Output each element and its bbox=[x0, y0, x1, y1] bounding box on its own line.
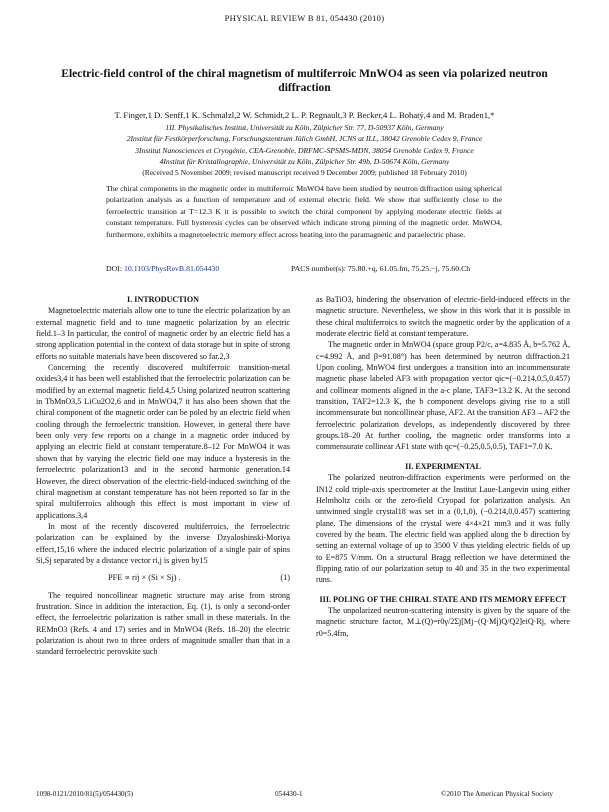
paragraph: The unpolarized neutron-scattering intensity is given by the square of the magnetic structure factor, M⊥(Q)=r0γ/2Σj[Mj−(Q·Mj)Q/Q2]eiQ·Rj, where r0=5.4fm, bbox=[316, 605, 570, 638]
affiliation-4: 4Institut für Kristallographie, Universität zu Köln, Zülpicher Str. 49b, D-50674 Köln, Germany bbox=[159, 156, 450, 166]
section-heading-poling: III. POLING OF THE CHIRAL STATE AND ITS MEMORY EFFECT bbox=[319, 594, 567, 604]
doi-link[interactable]: 10.1103/PhysRevB.81.054430 bbox=[123, 264, 220, 273]
doi-label: DOI: bbox=[106, 264, 123, 273]
affiliation-1: 1II. Physikalisches Institut, Universität zu Köln, Zülpicher Str. 77, D-50937 Köln, Germany bbox=[165, 123, 444, 132]
footer-page-number: 054430-1 bbox=[275, 790, 303, 798]
paragraph: as BaTiO3, hindering the observation of electric-field-induced effects in the magnetic structure. Nevertheless, we show in this work that it is possible in these chiral multiferroics to switch the magnetic order by the application of a moderate electric field at constant temperature. bbox=[316, 295, 570, 339]
pacs-numbers: PACS number(s): 75.80.+q, 61.05.fm, 75.25.−j, 75.60.Ch bbox=[291, 264, 471, 273]
footer-issn: 1098-0121/2010/81(5)/054430(5) bbox=[36, 790, 134, 798]
affiliation-2: 2Institut für Festkörperforschung, Forschungszentrum Jülich GmbH, JCNS at ILL, 38042 Grenoble Cedex 9, France bbox=[126, 134, 483, 144]
right-column bbox=[316, 294, 570, 639]
affiliation-3: 3Institut Nanosciences et Cryogénie, CEA-Grenoble, DRFMC-SPSMS-MDN, 38054 Grenoble Cedex 9, France bbox=[135, 145, 474, 155]
doi-line bbox=[106, 264, 502, 273]
paper-title: Electric-field control of the chiral magnetism of multiferroic MnWO4 as seen via polarized neutron diffraction bbox=[61, 68, 548, 94]
equation-number: (1) bbox=[280, 573, 290, 583]
paragraph: Magnetoelectric materials allow one to tune the electric polarization by an external magnetic field and to tune magnetic polarization by an electric field.1–3 In particular, the control of magnetic order by an electric field has a strong application potential in the context of data storage but in spite of strong efforts no suitable materials have been discovered so far.2,3 bbox=[36, 306, 290, 361]
paragraph: In most of the recently discovered multiferroics, the ferroelectric polarization can be explained by the inverse Dzyaloshinski-Moriya effect,15,16 where the induced electric polarization of a single pair of spins Si,Sj separated by a distance vector ri,j is given by15 bbox=[36, 521, 290, 565]
section-heading-introduction: I. INTRODUCTION bbox=[127, 295, 199, 304]
equation-body: PFE ∝ rij × (Si × Sj) . bbox=[108, 573, 181, 583]
received-dates: (Received 5 November 2009; revised manuscript received 9 December 2009; published 18 February 2010) bbox=[142, 168, 467, 178]
abstract: The chiral components in the magnetic order in multiferroic MnWO4 have been studied by neutron diffraction using spherical polarization analysis as a function of temperature and of external electric field. We show that sufficiently close to the ferroelectric transition at T=12.3 K it is possible to switch the chiral component by applying moderate electric fields at constant temperature. Full hysteresis cycles can be observed which indicate strong pinning of the magnetic order. MnWO4, furthermore, exhibits a magnetoelectric memory effect across heating into the paramagnetic and paraelectric phase. bbox=[106, 184, 502, 239]
footer-copyright: ©2010 The American Physical Society bbox=[441, 790, 553, 798]
paragraph: The polarized neutron-diffraction experiments were performed on the IN12 cold triple-axis spectrometer at the Institut Laue-Langevin using either Helmholtz coils or the zero-field Cryopad for polarization analysis. An untwinned single crystal18 was set in a (0,1,0), (−0.214,0,0.457) scattering plane. The dimensions of the crystal were 4×4×21 mm3 and it was fully covered by the beam. The electric field was applied along the b direction by setting an external voltage of up to 3500 V thus yielding electric fields of up to E=875 V/mm. On a structural Bragg reflection we have determined the flipping ratio of our polarization setup to 40 and 35 in the two experimental runs. bbox=[316, 473, 570, 585]
paragraph: Concerning the recently discovered multiferroic transition-metal oxides3,4 it has been well established that the ferroelectric polarization can be modified by an external magnetic field.4,5 Using polarized neutron scattering in TbMnO3,5 LiCu2O2,6 and in MnWO4,7 it has also been shown that the chiral component of the magnetic order can be poled by an electric field when cooling through the ferroelectric transition. However, in general there have been only very few reports on a change in a magnetic order induced by applying an electric field at constant temperature.8–12 For MnWO4 it was shown that by varying the electric field one may induce a hysteresis in the ferroelectric polarization13 and in the second harmonic generation.14 However, the direct observation of the electric-field-induced switching of the chiral magnetism at constant temperature has not been reported so far in the spiral multiferroics although this effect is most important in view of applications.3,4 bbox=[36, 363, 290, 520]
paragraph: The required noncollinear magnetic structure may arise from strong frustration. Since in addition the interaction, Eq. (1), is only a second-order effect, the ferroelectric polarization is rather small in these materials. In the REMnO3 (Refs. 4 and 17) series and in MnWO4 (Refs. 18–20) the electric polarization is about two to three orders of magnitude smaller than that in a standard ferroelectric perovskite such bbox=[36, 590, 290, 657]
author-list: T. Finger,1 D. Senff,1 K. Schmalzl,2 W. Schmidt,2 L. P. Regnault,3 P. Becker,4 L. Bohatý,4 and M. Braden1,* bbox=[114, 110, 495, 120]
left-column bbox=[36, 294, 290, 658]
section-heading-experimental: II. EXPERIMENTAL bbox=[405, 461, 481, 471]
equation-1 bbox=[36, 566, 290, 589]
running-head: PHYSICAL REVIEW B 81, 054430 (2010) bbox=[224, 13, 385, 23]
affiliations bbox=[40, 122, 569, 178]
paragraph: The magnetic order in MnWO4 (space group P2/c, a=4.835 Å, b=5.762 Å, c=4.992 Å, and β=91.08°) has been determined by neutron diffraction.21 Upon cooling, MnWO4 first undergoes a transition into an incommensurate magnetic phase labeled AF3 with propagation vector qic=(−0.214,0.5,0.457) and collinear moments aligned in the a-c plane, TAF3=13.2 K. At the second transition, TAF2=12.3 K, the b component develops giving rise to a still incommensurate but noncollinear phase, AF2. At the transition AF3→AF2 the ferroelectric polarization develops, as independently discovered by three groups.18–20 At further cooling, the magnetic order transforms into a commensurate collinear AF1 state with qc=(−0.25,0.5,0.5), TAF1=7.0 K. bbox=[316, 340, 570, 452]
